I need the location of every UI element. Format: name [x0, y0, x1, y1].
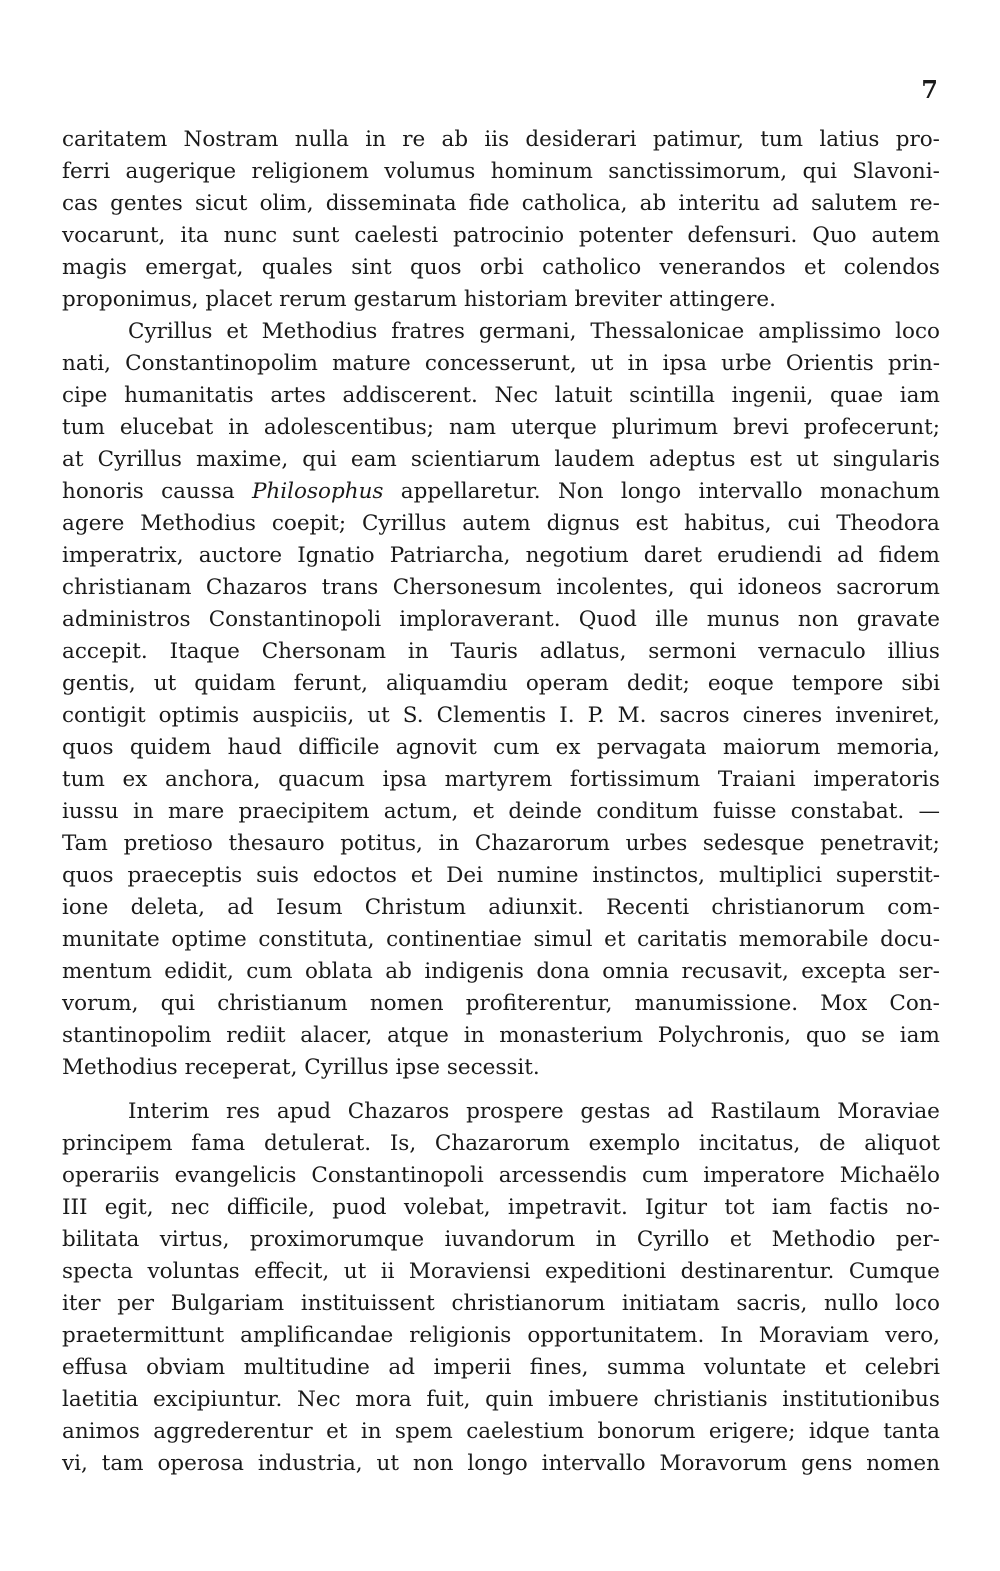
text-line: tum elucebat in adolescentibus; nam uterque plurimum brevi profecerunt;	[62, 415, 940, 440]
text-line: iter per Bulgariam instituissent christianorum initiatam sacris, nullo loco	[62, 1291, 940, 1316]
text-line: laetitia excipiuntur. Nec mora fuit, quin imbuere christianis institutionibus	[62, 1387, 940, 1412]
text-line: bilitata virtus, proximorumque iuvandorum in Cyrillo et Methodio per-	[62, 1227, 940, 1252]
text-line: effusa obviam multitudine ad imperii fines, summa voluntate et celebri	[62, 1355, 940, 1380]
paragraph	[62, 124, 940, 316]
text-line: stantinopolim rediit alacer, atque in monasterium Polychronis, quo se iam	[62, 1023, 940, 1048]
text-line: quos quidem haud difficile agnovit cum ex pervagata maiorum memoria,	[62, 735, 940, 760]
text-line: Interim res apud Chazaros prospere gestas ad Rastilaum Moraviae	[128, 1099, 940, 1124]
text-line: iussu in mare praecipitem actum, et deinde conditum fuisse constabat. —	[62, 799, 940, 824]
paragraph	[62, 316, 940, 1084]
text-line: ione deleta, ad Iesum Christum adiunxit. Recenti christianorum com-	[62, 895, 940, 920]
paragraph-gap	[62, 1084, 940, 1096]
text-line: cas gentes sicut olim, disseminata fide catholica, ab interitu ad salutem re-	[62, 191, 940, 216]
text-line: honoris caussa Philosophus appellaretur. Non longo intervallo monachum	[62, 479, 940, 504]
text-line: ferri augerique religionem volumus hominum sanctissimorum, qui Slavoni-	[62, 159, 940, 184]
paragraph	[62, 1096, 940, 1480]
text-line: tum ex anchora, quacum ipsa martyrem fortissimum Traiani imperatoris	[62, 767, 940, 792]
text-line: caritatem Nostram nulla in re ab iis desiderari patimur, tum latius pro-	[62, 127, 940, 152]
text-line: Cyrillus et Methodius fratres germani, Thessalonicae amplissimo loco	[128, 319, 940, 344]
text-line: praetermittunt amplificandae religionis opportunitatem. In Moraviam vero,	[62, 1323, 940, 1348]
text-line: Methodius receperat, Cyrillus ipse secessit.	[62, 1055, 540, 1080]
text-line: agere Methodius coepit; Cyrillus autem dignus est habitus, cui Theodora	[62, 511, 940, 536]
text-line: vi, tam operosa industria, ut non longo intervallo Moravorum gens nomen	[62, 1451, 940, 1476]
text-line: Tam pretioso thesauro potitus, in Chazarorum urbes sedesque penetravit;	[62, 831, 940, 856]
text-line: imperatrix, auctore Ignatio Patriarcha, negotium daret erudiendi ad fidem	[62, 543, 940, 568]
text-line: munitate optime constituta, continentiae simul et caritatis memorabile docu-	[62, 927, 940, 952]
text-line: III egit, nec difficile, puod volebat, impetravit. Igitur tot iam factis no-	[62, 1195, 940, 1220]
text-line: vocarunt, ita nunc sunt caelesti patrocinio potenter defensuri. Quo autem	[62, 223, 940, 248]
text-line: administros Constantinopoli imploraverant. Quod ille munus non gravate	[62, 607, 940, 632]
text-line: accepit. Itaque Chersonam in Tauris adlatus, sermoni vernaculo illius	[62, 639, 940, 664]
text-line: proponimus, placet rerum gestarum historiam breviter attingere.	[62, 287, 776, 312]
text-line: quos praeceptis suis edoctos et Dei numine instinctos, multiplici superstit-	[62, 863, 940, 888]
text-line: mentum edidit, cum oblata ab indigenis dona omnia recusavit, excepta ser-	[62, 959, 940, 984]
text-line: principem fama detulerat. Is, Chazarorum exemplo incitatus, de aliquot	[62, 1131, 940, 1156]
text-line: christianam Chazaros trans Chersonesum incolentes, qui idoneos sacrorum	[62, 575, 940, 600]
text-line: animos aggrederentur et in spem caelestium bonorum erigere; idque tanta	[62, 1419, 940, 1444]
text-line: at Cyrillus maxime, qui eam scientiarum laudem adeptus est ut singularis	[62, 447, 940, 472]
text-line: vorum, qui christianum nomen profiterentur, manumissione. Mox Con-	[62, 991, 940, 1016]
text-line: contigit optimis auspiciis, ut S. Clementis I. P. M. sacros cineres inveniret,	[62, 703, 940, 728]
text-line: nati, Constantinopolim mature concesserunt, ut in ipsa urbe Orientis prin-	[62, 351, 940, 376]
body-text	[62, 124, 940, 1480]
text-line: specta voluntas effecit, ut ii Moraviensi expeditioni destinarentur. Cumque	[62, 1259, 940, 1284]
text-line: cipe humanitatis artes addiscerent. Nec latuit scintilla ingenii, quae iam	[62, 383, 940, 408]
text-line: operariis evangelicis Constantinopoli arcessendis cum imperatore Michaëlo	[62, 1163, 940, 1188]
text-line: magis emergat, quales sint quos orbi catholico venerandos et colendos	[62, 255, 940, 280]
page-number: 7	[921, 75, 938, 104]
text-line: gentis, ut quidam ferunt, aliquamdiu operam dedit; eoque tempore sibi	[62, 671, 940, 696]
